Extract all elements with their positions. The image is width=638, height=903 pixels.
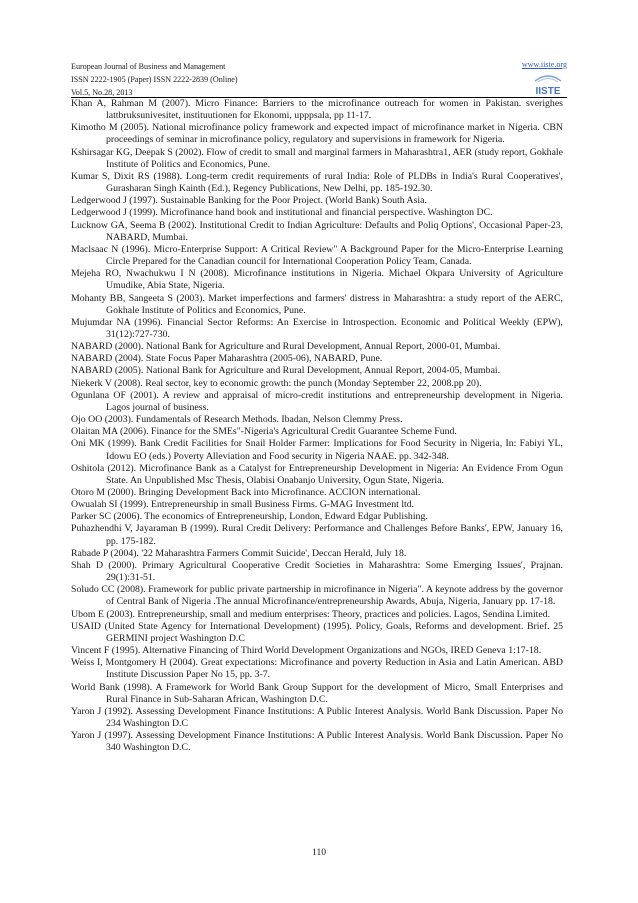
reference-entry: Weiss I, Montgomery H (2004). Great expectations: Microfinance and poverty Reduction in Asia and Latin American. ABD Institute Discussion Paper No 15, pp. 3-7. [71, 657, 563, 681]
reference-entry: Oni MK (1999). Bank Credit Facilities for Snail Holder Farmer: Implications for Food Security in Nigeria, In: Fabiyi YL, Idowu EO (eds.) Poverty Alleviation and Food security in Nigeria NAAE. pp. 342-348. [71, 438, 563, 462]
reference-entry: Ubom E (2003). Entrepreneurship, small and medium enterprises: Theory, practices and policies. Lagos, Sendina Limited. [71, 608, 551, 620]
reference-entry: Vincent F (1995). Alternative Financing of Third World Development Organizations and NGOs, IRED Geneva 1:17-18. [71, 645, 542, 657]
reference-entry: Niekerk V (2008). Real sector, key to economic growth: the punch (Monday September 22, 2008.pp 20). [71, 377, 482, 389]
reference-entry: Ojo OO (2003). Fundamentals of Research Methods. Ibadan, Nelson Clemmy Press. [71, 414, 403, 426]
svg-text:IISTE: IISTE [535, 86, 561, 97]
reference-entry: Khan A, Rahman M (2007). Micro Finance: Barriers to the microfinance outreach for women in Pakistan. sverighes lattbruksunivesitet, instituutionen for Ekonomi, upppsala, pp 11-17. [71, 98, 563, 122]
reference-entry: Yaron J (1992). Assessing Development Finance Institutions: A Public Interest Analysis. World Bank Discussion. Paper No 234 Washington D.C [71, 705, 563, 729]
reference-entry: Oshitola (2012). Microfinance Bank as a Catalyst for Entrepreneurship Development in Nigeria: An Evidence From Ogun State. An Unpublished Msc Thesis, Olabisi Onabanjo University, Ogun State, Nigeria. [71, 462, 563, 486]
reference-entry: Yaron J (1997). Assessing Development Finance Institutions: A Public Interest Analysis. World Bank Discussion. Paper No 340 Washington D.C. [71, 730, 563, 754]
reference-entry: Otoro M (2000). Bringing Development Back into Microfinance. ACCION international. [71, 487, 421, 498]
reference-entry: Ledgerwood J (1997). Sustainable Banking for the Poor Project. (World Bank) South Asia. [71, 195, 427, 207]
reference-entry: Shah D (2000). Primary Agricultural Cooperative Credit Societies in Maharashtra: Some Emerging Issues', Prajnan. 29(1):31-51. [71, 559, 563, 584]
reference-entry: Soludo CC (2008). Framework for public private partnership in microfinance in Nigeria". A keynote address by the governor of Central Bank of Nigeria .The annual Microfinance/entrepreneurship Awards, Abuja, Nigeria, January pp. 17-18. [71, 584, 563, 608]
reference-entry: Lucknow GA, Seema B (2002). Institutional Credit to Indian Agriculture: Defaults and Poliq Options', Occasional Paper-23, NABARD, Mumbai. [71, 219, 563, 243]
reference-entry: Kumar S, Dixit RS (1988). Long-term credit requirements of rural India: Role of PLDBs in India's Rural Cooperatives', Gurasharan Singh Kainth (Ed.), Regency Publications, New Delhi, pp. 185-192.30. [71, 170, 563, 195]
reference-entry: Mejeha RO, Nwachukwu I N (2008). Microfinance institutions in Nigeria. Michael Okpara University of Agriculture Umudike, Abia State, Nigeria. [71, 268, 563, 292]
reference-entry: Kshirsagar KG, Deepak S (2002). Flow of credit to small and marginal farmers in Maharashtra1, AER (study report, Gokhale Institute of Politics and Economics, Pune. [71, 146, 563, 170]
reference-entry: USAID (United State Agency for International Development) (1995). Policy, Goals, Reforms and development. Brief. 25 GERMINI project Washington D.C [71, 620, 563, 644]
iiste-logo [529, 70, 567, 100]
reference-entry: Mohanty BB, Sangeeta S (2003). Market imperfections and farmers' distress in Maharashtra: a study report of the AERC, Gokhale Institute of Politics and Economics, Pune. [71, 292, 563, 316]
journal-title: European Journal of Business and Management [71, 62, 226, 71]
reference-entry: NABARD (2000). National Bank for Agriculture and Rural Development, Annual Report, 2000-01, Mumbai. [71, 341, 501, 353]
reference-entry: Olaitan MA (2006). Finance for the SMEs"-Nigeria's Agricultural Credit Guarantee Scheme Fund. [71, 426, 457, 438]
issn-line: ISSN 2222-1905 (Paper) ISSN 2222-2839 (Online) [71, 75, 238, 84]
reference-entry: Maclsaac N (1996). Micro-Enterprise Support: A Critical Review" A Background Paper for the Micro-Enterprise Learning Circle Prepared for the Canadian council for International Cooperation Policy Team, Canada. [71, 243, 563, 268]
reference-entry: World Bank (1998). A Framework for World Bank Group Support for the development of Micro, Small Enterprises and Rural Finance in Sub-Saharan African, Washington D.C. [71, 681, 563, 705]
reference-entry: Kimotho M (2005). National microfinance policy framework and expected impact of microfinance market in Nigeria. CBN proceedings of seminar in microfinance policy, regulatory and supervisions in framework for Nigeria. [71, 122, 563, 146]
reference-entry: NABARD (2004). State Focus Paper Maharashtra (2005-06), NABARD, Pune. [71, 353, 383, 365]
reference-entry: Puhazhendhi V, Jayaraman B (1999). Rural Credit Delivery: Performance and Challenges Before Banks', EPW, January 16, pp. 175-182. [71, 523, 563, 547]
reference-entry: Owualah SI (1999). Entrepreneurship in small Business Firms. G-MAG Investment ltd. [71, 499, 415, 511]
journal-url-link[interactable]: www.iiste.org [521, 60, 567, 69]
reference-entry: Parker SC (2006). The economics of Entrepreneurship, London, Edward Edgar Publishing. [71, 511, 428, 523]
reference-entry: Ogunlana OF (2001). A review and appraisal of micro-credit institutions and entrepreneurship development in Nigeria. Lagos journal of business. [71, 389, 563, 413]
reference-entry: Mujumdar NA (1996). Financial Sector Reforms: An Exercise in Introspection. Economic and Political Weekly (EPW), 31(12):727-730. [71, 316, 563, 340]
reference-list [71, 98, 563, 754]
reference-entry: Ledgerwood J (1999). Microfinance hand book and institutional and financial perspective. Washington DC. [71, 207, 493, 219]
volume-line: Vol.5, No.28, 2013 [71, 88, 133, 97]
page-header [71, 60, 567, 96]
reference-entry: NABARD (2005). National Bank for Agriculture and Rural Development, Annual Report, 2004-05, Mumbai. [71, 365, 501, 377]
reference-entry: Rabade P (2004). '22 Maharashtra Farmers Commit Suicide', Deccan Herald, July 18. [71, 547, 407, 559]
page-number: 110 [312, 848, 326, 858]
